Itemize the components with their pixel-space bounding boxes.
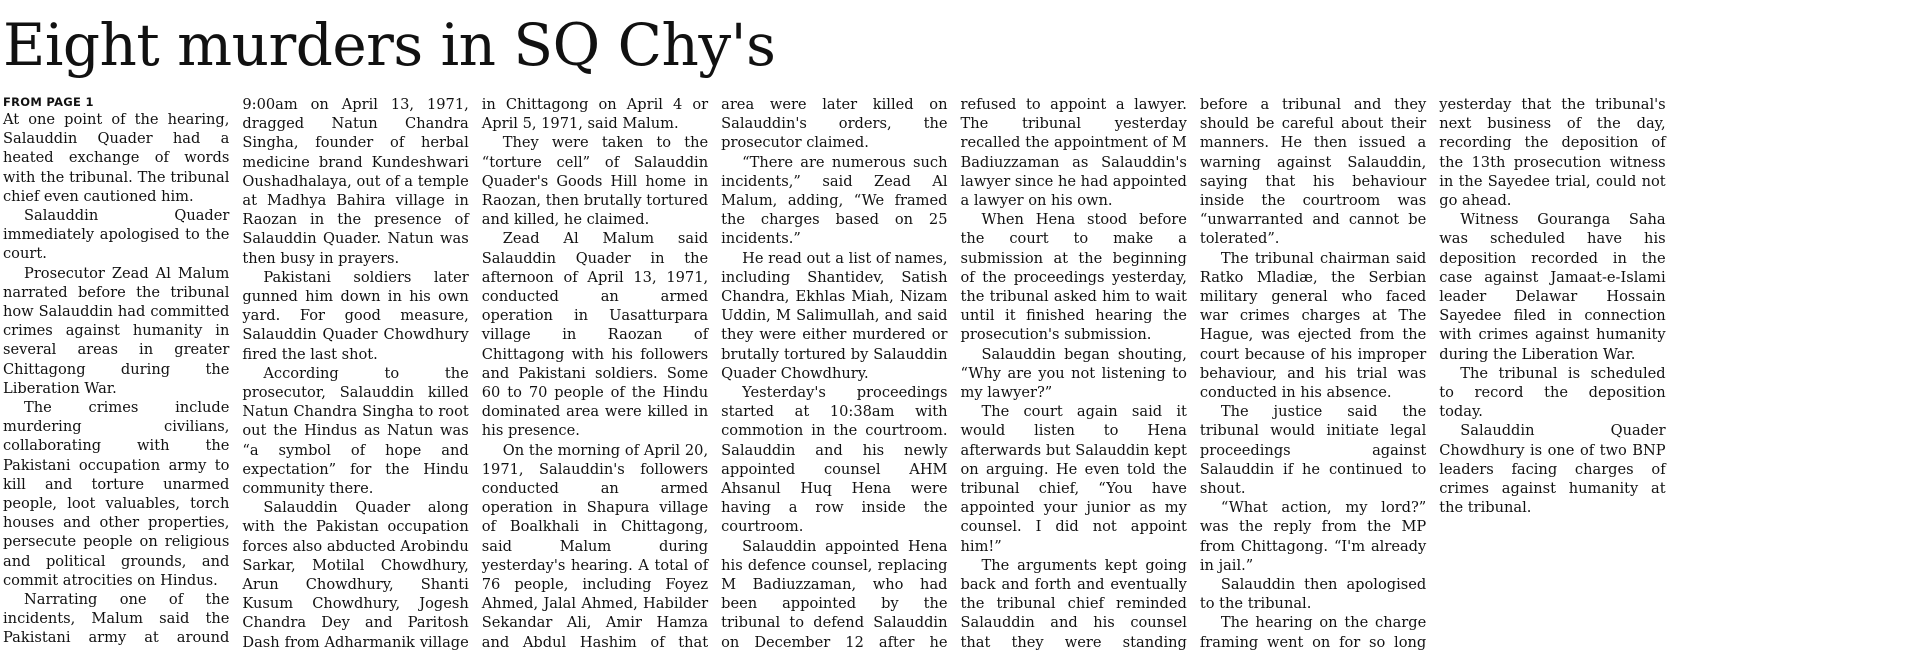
- paragraph: The court again said it would listen to Hena afterwards but Salauddin kept on arguing. He even told the tribunal chief, “You have appointed your junior as my counsel. I did not appoint him!”: [960, 403, 1187, 555]
- paragraph: They were taken to the “torture cell” of Salauddin Quader's Goods Hill home in Raozan, then brutally tortured and killed, he claimed.: [481, 134, 709, 229]
- paragraph: He read out a list of names, including Shantidev, Satish Chandra, Ekhlas Miah, Nizam Uddin, M Salimullah, and said they were either murdered or brutally tortured by Salauddin Quader Chowdhury.: [721, 249, 948, 382]
- paragraph: Salauddin Quader along with the Pakistan occupation forces also abducted Arobindu Sarkar, Motilal Chowdhury, Arun Chowdhury, Shanti Kusum Chowdhury, Jogesh Chandra Dey and Paritosh Dash from Adharmanik village in Chittagong on April 4 or April 5, 1971, said Malum.: [242, 96, 709, 651]
- article-body: [3, 95, 1905, 655]
- paragraph: Narrating one of the incidents, Malum said the Pakistani army at around 9:00am on April 13, 1971, dragged Natun Chandra Singha, founder of herbal medicine brand Kundeshwari Oushadhalaya, out of a temple at Madhya Bahira village in Raozan in the presence of Salauddin Quader. Natun was then busy in prayers.: [3, 96, 469, 647]
- paragraph: Zead Al Malum said Salauddin Quader in the afternoon of April 13, 1971, conducted an armed operation in Uasatturpara village in Raozan of Chittagong with his followers and Pakistani soldiers. Some 60 to 70 people of the Hindu dominated area were killed in his presence.: [481, 230, 709, 440]
- paragraph: Salauddin Quader Chowdhury is one of two BNP leaders facing charges of crimes against humanity at the tribunal.: [1439, 422, 1666, 517]
- paragraph: The tribunal is scheduled to record the deposition today.: [1439, 364, 1666, 421]
- paragraph: Salauddin then apologised to the tribunal.: [1199, 576, 1427, 613]
- headline: Eight murders in SQ Chy's: [3, 11, 776, 79]
- paragraph: Witness Gouranga Saha was scheduled have his deposition recorded in the case against Jamaat-e-Islami leader Delawar Hossain Sayedee filed in connection with crimes against humanity during the Liberation War.: [1439, 211, 1666, 363]
- paragraph: “There are numerous such incidents,” said Zead Al Malum, adding, “We framed the charges based on 25 incidents.”: [721, 153, 948, 248]
- paragraph: When Hena stood before the court to make a submission at the beginning of the proceedings yesterday, the tribunal asked him to wait until it finished hearing the prosecution's submission.: [960, 211, 1187, 344]
- paragraph: The justice said the tribunal would initiate legal proceedings against Salauddin if he continued to shout.: [1199, 403, 1427, 498]
- paragraph: The tribunal chairman said Ratko Mladiæ, the Serbian military general who faced war crimes charges at The Hague, was ejected from the court because of his improper behaviour, and his trial was conducted in his absence.: [1199, 249, 1427, 402]
- paragraph: At one point of the hearing, Salauddin Quader had a heated exchange of words with the tribunal. The tribunal chief even cautioned him.: [3, 111, 230, 205]
- paragraph: Salauddin appointed Hena his defence counsel, replacing M Badiuzzaman, who had been appointed by the tribunal to defend Salauddin on December 12 after he refused to appoint a lawyer. The tribunal yesterday recalled the appointment of M Badiuzzaman as Salauddin's lawyer since he had appointed a lawyer on his own.: [721, 96, 1187, 651]
- paragraph: Pakistani soldiers later gunned him down in his own yard. For good measure, Salauddin Quader Chowdhury fired the last shot.: [242, 268, 469, 363]
- paragraph: Salauddin began shouting, “Why are you not listening to my lawyer?”: [960, 345, 1187, 402]
- paragraph: Yesterday's proceedings started at 10:38am with commotion in the courtroom. Salauddin and his newly appointed counsel AHM Ahsanul Huq Hena were having a row inside the courtroom.: [721, 384, 948, 536]
- paragraph: The crimes include murdering civilians, collaborating with the Pakistani occupation army to kill and torture unarmed people, loot valuables, torch houses and other properties, persecute people on religious and political grounds, and commit atrocities on Hindus.: [3, 399, 230, 589]
- paragraph: Prosecutor Zead Al Malum narrated before the tribunal how Salauddin had committed crimes against humanity in several areas in greater Chittagong during the Liberation War.: [3, 264, 230, 397]
- paragraph: According to the prosecutor, Salauddin killed Natun Chandra Singha to root out the Hindus as Natun was “a symbol of hope and expectation” for the Hindu community there.: [242, 364, 469, 498]
- paragraph: On the morning of April 20, 1971, Salauddin's followers conducted an armed operation in Shapura village of Boalkhali in Chittagong, said Malum during yesterday's hearing. A total of 76 people, including Foyez Ahmed, Jalal Ahmed, Habilder Sekandar Ali, Amir Hamza and Abdul Hashim of that area were later killed on Salauddin's orders, the prosecutor claimed.: [481, 96, 948, 651]
- continuation-kicker: FROM PAGE 1: [3, 95, 94, 109]
- paragraph: “What action, my lord?” was the reply from the MP from Chittagong. “I'm already in jail.”: [1199, 499, 1427, 574]
- paragraph: The arguments kept going back and forth and eventually the tribunal chief reminded Salauddin and his counsel that they were standing before a tribunal and they should be careful about their manners. He then issued a warning against Salauddin, saying that his behaviour inside the courtroom was “unwarranted and cannot be tolerated”.: [960, 96, 1427, 651]
- paragraph: Salauddin Quader immediately apologised to the court.: [3, 207, 230, 263]
- paragraph: The hearing on the charge framing went on for so long yesterday that the tribunal's next business of the day, recording the deposition of the 13th prosecution witness in the Sayedee trial, could not go ahead.: [1199, 96, 1666, 651]
